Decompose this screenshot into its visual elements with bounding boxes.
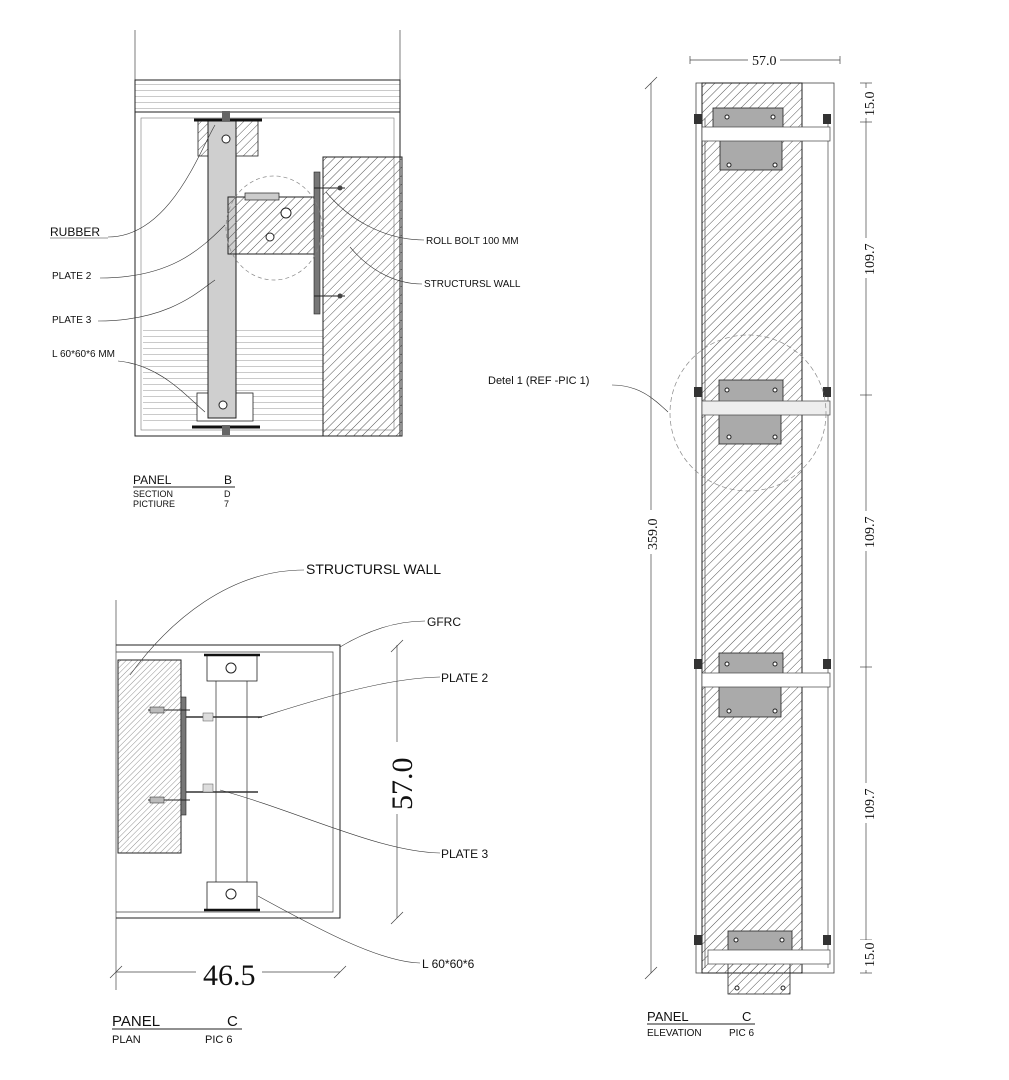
plate-2-plan: [216, 678, 247, 883]
svg-text:PIC 6: PIC 6: [205, 1034, 233, 1046]
dim-span-1: 109.7: [863, 243, 878, 275]
label-gfrc: GFRC: [427, 615, 461, 629]
svg-text:B: B: [224, 473, 233, 487]
svg-text:7: 7: [224, 499, 230, 509]
dim-plan-width: 46.5: [203, 959, 256, 992]
plate-3-section: [228, 197, 316, 254]
label-angle: L 60*60*6 MM: [52, 349, 115, 360]
label-plan-plate-2: PLATE 2: [441, 671, 489, 685]
label-plate-2: PLATE 2: [52, 271, 92, 282]
svg-text:PLAN: PLAN: [112, 1034, 141, 1046]
svg-text:SECTION: SECTION: [133, 489, 174, 499]
label-plan-wall: STRUCTURSL WALL: [306, 561, 442, 577]
svg-text:PIC 6: PIC 6: [729, 1028, 755, 1039]
floor-slab: [135, 80, 400, 112]
title-block-section: [133, 473, 235, 509]
svg-text:PANEL: PANEL: [133, 473, 172, 487]
section-view: [50, 30, 521, 509]
svg-text:C: C: [742, 1009, 752, 1024]
label-rubber: RUBBER: [50, 225, 101, 239]
structural-wall-elevation: [702, 83, 802, 973]
elevation-view: [488, 50, 878, 1039]
svg-text:C: C: [227, 1013, 238, 1030]
svg-text:D: D: [224, 489, 231, 499]
dim-elevation-width: 57.0: [752, 54, 777, 69]
title-block-plan: [112, 1013, 242, 1046]
detail-callout: Detel 1 (REF -PIC 1): [488, 375, 590, 387]
label-roll-bolt: ROLL BOLT 100 MM: [426, 236, 519, 247]
dim-span-2: 109.7: [863, 516, 878, 548]
svg-text:PANEL: PANEL: [112, 1013, 161, 1030]
dim-span-3: 109.7: [863, 788, 878, 820]
dim-elevation-total: 359.0: [646, 518, 661, 550]
dim-top-edge: 15.0: [863, 91, 878, 116]
plate-2-section: [208, 120, 236, 418]
label-plate-3: PLATE 3: [52, 315, 92, 326]
svg-text:PICTIURE: PICTIURE: [133, 499, 176, 509]
dim-bottom-edge: 15.0: [863, 942, 878, 967]
label-structural-wall: STRUCTURSL WALL: [424, 279, 521, 290]
title-block-elevation: [647, 1009, 755, 1039]
svg-text:PANEL: PANEL: [647, 1009, 689, 1024]
label-plan-angle: L 60*60*6: [422, 957, 475, 971]
plan-view: [110, 561, 488, 1046]
dim-plan-height: 57.0: [386, 757, 419, 810]
structural-wall-plan: [118, 660, 181, 853]
svg-text:ELEVATION: ELEVATION: [647, 1028, 702, 1039]
label-plan-plate-3: PLATE 3: [441, 847, 489, 861]
